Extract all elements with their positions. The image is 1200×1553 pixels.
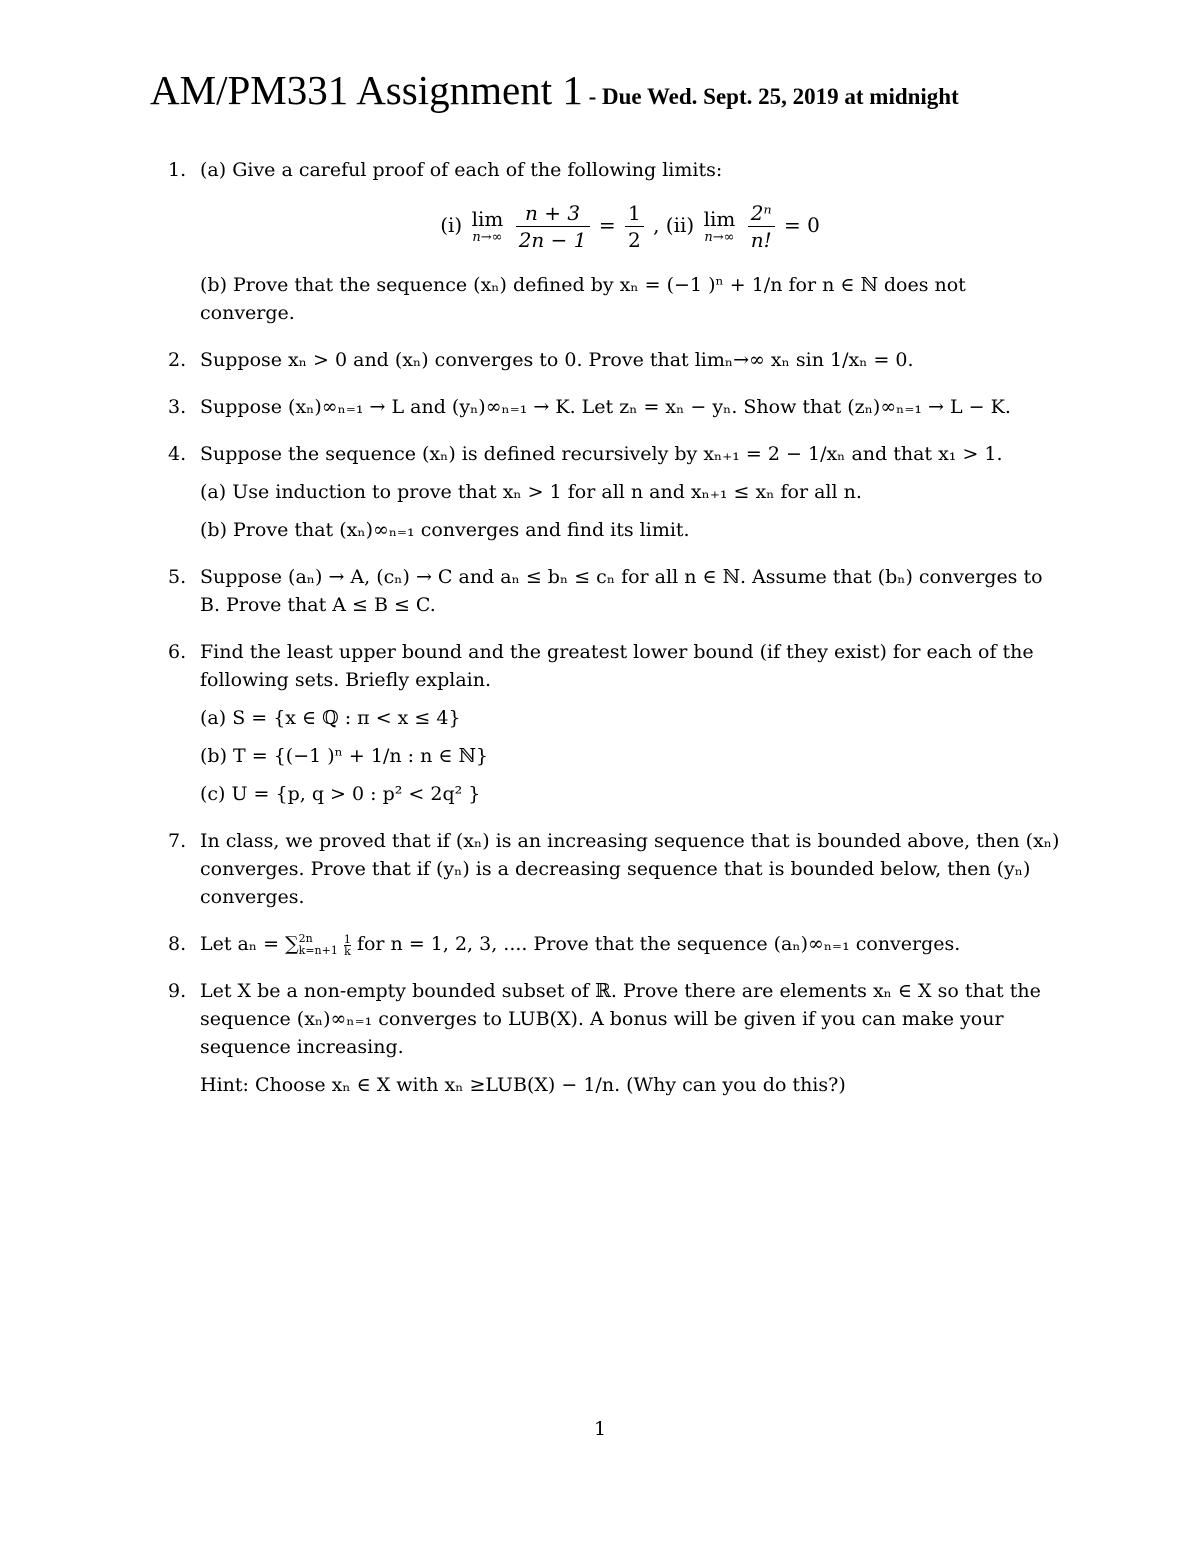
limit-display: (i) lim n→∞ $\frac{n + 3}{2n - 1}$ = $\frac{1}{2}$ , (ii) lim n→∞ $\frac{\text{2ⁿ}}{n!}$ = 0 [440, 201, 820, 252]
problem-4b: (b) Prove that (xₙ)∞ₙ₌₁ converges and find its limit. [200, 519, 690, 541]
label-i: (i) [440, 213, 463, 237]
problem-8 [168, 930, 1060, 958]
problem-3 [168, 393, 1060, 421]
fraction-half: $\frac{1}{2}$ [625, 200, 644, 253]
problem-4 [168, 440, 1060, 544]
problem-number: 3. [168, 396, 187, 418]
problem-6b: (b) T = {(−1 )ⁿ + 1/n : n ∈ ℕ} [200, 745, 488, 767]
problem-9-hint: Hint: Choose xₙ ∈ X with xₙ ≥LUB(X) − 1/n. (Why can you do this?) [200, 1074, 846, 1096]
sum-symbol: ∑ [285, 933, 299, 955]
problem-1 [168, 156, 1060, 327]
document-title [150, 66, 1070, 114]
problem-7 [168, 827, 1060, 911]
problem-number: 2. [168, 349, 187, 371]
problem-5 [168, 563, 1060, 619]
problem-1b: (b) Prove that the sequence (xₙ) defined by xₙ = (−1 )ⁿ + 1/n for n ∈ ℕ does not converge. [200, 274, 966, 324]
problem-6a: (a) S = {x ∈ ℚ : π < x ≤ 4} [200, 707, 461, 729]
problem-number: 9. [168, 980, 187, 1002]
problem-1a: (a) Give a careful proof of each of the following limits: [200, 159, 723, 181]
fraction-2: $\frac{\text{2ⁿ}}{n!}$ [748, 200, 775, 253]
problem-text: Suppose the sequence (xₙ) is defined recursively by xₙ₊₁ = 2 − 1/xₙ and that x₁ > 1. [200, 443, 1003, 465]
fraction-1-over-k: $\frac{1}{k}$ [343, 932, 351, 958]
title-due: - Due Wed. Sept. 25, 2019 at midnight [582, 84, 959, 109]
problem-6 [168, 638, 1060, 808]
problem-number: 1. [168, 159, 187, 181]
problem-list [168, 156, 1060, 1118]
label-ii: , (ii) [653, 213, 695, 237]
problem-text: Suppose xₙ > 0 and (xₙ) converges to 0. Prove that limₙ→∞ xₙ sin 1/xₙ = 0. [200, 349, 914, 371]
problem-text: Suppose (aₙ) → A, (cₙ) → C and aₙ ≤ bₙ ≤ cₙ for all n ∈ ℕ. Assume that (bₙ) converges to B. Prove that A ≤ B ≤ C. [200, 566, 1043, 616]
limit-operator: lim n→∞ [471, 206, 504, 245]
problem-number: 5. [168, 566, 187, 588]
problem-text: In class, we proved that if (xₙ) is an increasing sequence that is bounded above, then (xₙ) converges. Prove that if (yₙ) is a decreasing sequence that is bounded below, then (yₙ) converges. [200, 830, 1060, 908]
problem-text: Find the least upper bound and the greatest lower bound (if they exist) for each of the following sets. Briefly explain. [200, 641, 1034, 691]
problem-number: 4. [168, 443, 187, 465]
problem-6c: (c) U = {p, q > 0 : p² < 2q² } [200, 783, 481, 805]
problem-number: 7. [168, 830, 187, 852]
title-main: AM/PM331 Assignment 1 [150, 67, 583, 113]
problem-4a: (a) Use induction to prove that xₙ > 1 for all n and xₙ₊₁ ≤ xₙ for all n. [200, 481, 862, 503]
problem-2 [168, 346, 1060, 374]
problem-text: Let aₙ = ∑ 2n k=n+1 $\frac{1}{k}$ for n = 1, 2, 3, .... Prove that the sequence (aₙ)∞ₙ₌₁ converges. [200, 932, 961, 958]
problem-9 [168, 977, 1060, 1099]
limit-operator-2: lim n→∞ [703, 206, 736, 245]
problem-number: 8. [168, 933, 187, 955]
problem-text: Suppose (xₙ)∞ₙ₌₁ → L and (yₙ)∞ₙ₌₁ → K. Let zₙ = xₙ − yₙ. Show that (zₙ)∞ₙ₌₁ → L − K. [200, 396, 1011, 418]
page-number: 1 [593, 1418, 607, 1440]
problem-text: Let X be a non-empty bounded subset of ℝ. Prove there are elements xₙ ∈ X so that the sequence (xₙ)∞ₙ₌₁ converges to LUB(X). A bonus will be given if you can make your sequence increasing. [200, 980, 1041, 1058]
fraction-1: $\frac{n + 3}{2n - 1}$ [516, 200, 590, 253]
problem-number: 6. [168, 641, 187, 663]
sum-limits: 2n k=n+1 [298, 932, 338, 957]
